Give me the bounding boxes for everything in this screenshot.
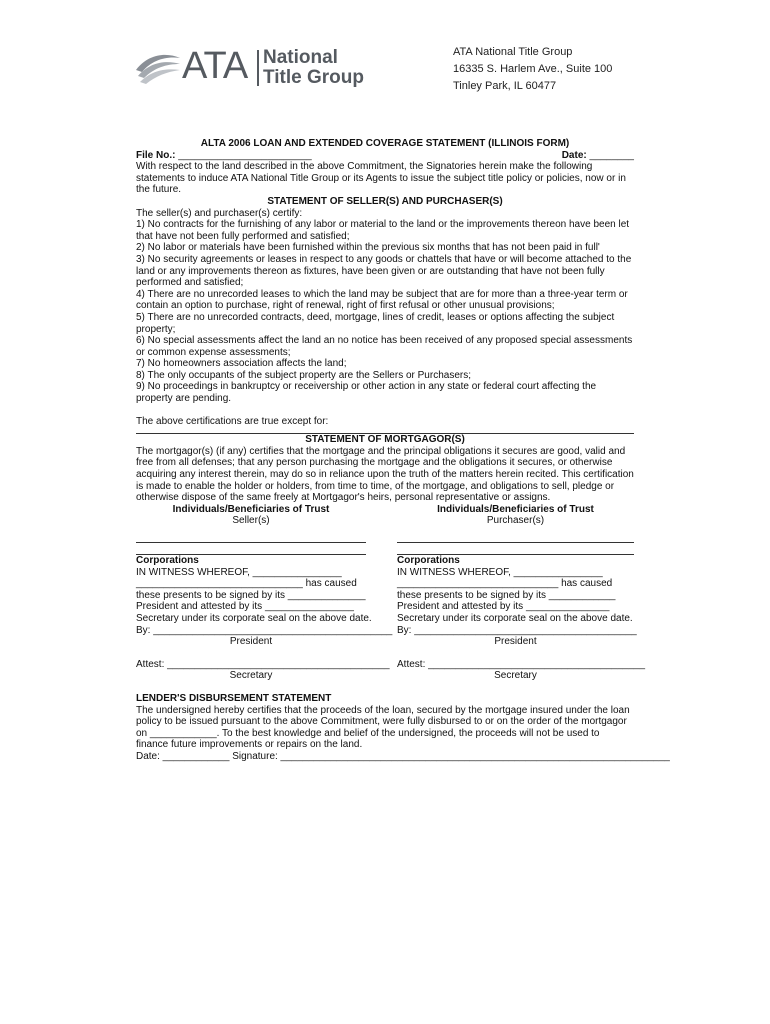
list-item: 8) The only occupants of the subject property are the Sellers or Purchasers; (136, 369, 471, 381)
seller-seal: Secretary under its corporate seal on the above date. (136, 612, 372, 624)
seller-corp-label: Corporations (136, 555, 199, 566)
seller-caused: ______________________________ has caused (136, 578, 357, 590)
swoosh-icon (134, 50, 182, 86)
purchaser-attest-field[interactable]: Attest: _______________________________________ (397, 658, 646, 670)
logo-word: ATA (182, 45, 248, 87)
purchaser-signature-line-2[interactable] (397, 543, 634, 555)
seller-label: Seller(s) (232, 515, 270, 527)
purchaser-corp-label: Corporations (397, 555, 460, 566)
logo-divider (257, 50, 259, 86)
lender-heading: LENDER'S DISBURSEMENT STATEMENT (136, 692, 332, 704)
ata-logo (134, 44, 374, 90)
list-item: 6) No special assessments affect the land an no notice has been received of any proposed special assessments or common expense assessments; (136, 335, 633, 358)
purchaser-witness: IN WITNESS WHEREOF, ________________ (397, 566, 603, 578)
date-signature-line[interactable]: Date: ____________ Signature: ______________________________________________________________________ (136, 750, 670, 762)
purchaser-signed-by: these presents to be signed by its ____________ (397, 589, 616, 601)
address-line-1: ATA National Title Group (453, 46, 573, 58)
company-address (453, 44, 612, 95)
purchaser-attested-by: President and attested by its _______________ (397, 601, 610, 613)
seller-by-field[interactable]: By: ___________________________________________ (136, 624, 393, 636)
purchaser-signature-line-1[interactable] (397, 531, 634, 543)
list-item: 7) No homeowners association affects the land; (136, 358, 347, 370)
seller-attested-by: President and attested by its ________________ (136, 601, 354, 613)
purchaser-label: Purchaser(s) (486, 515, 545, 527)
purchaser-secretary-label: Secretary (494, 670, 537, 682)
statement-form (136, 138, 670, 763)
purchaser-by-field[interactable]: By: ________________________________________ (397, 624, 637, 636)
logo-line1: National (263, 47, 338, 68)
seller-col-heading: Individuals/Beneficiaries of Trust (172, 503, 330, 515)
list-item: 3) No security agreements or leases in respect to any goods or chattels that have or will become attached to the land or any improvements thereon as fixtures, have been given or are outstanding that have not been fully performed and satisfied; (136, 253, 632, 289)
exceptions-label: The above certifications are true except for: (136, 415, 329, 427)
seller-signature-line-2[interactable] (136, 543, 366, 555)
seller-signed-by: these presents to be signed by its ______________ (136, 589, 366, 601)
date-field[interactable]: ________ (589, 149, 634, 161)
mortgagor-heading: STATEMENT OF MORTGAGOR(S) (305, 434, 465, 446)
certify-text: The seller(s) and purchaser(s) certify: (136, 207, 303, 219)
seller-attest-field[interactable]: Attest: ________________________________________ (136, 658, 390, 670)
date-label: Date: (561, 149, 587, 161)
purchaser-column (397, 503, 646, 682)
list-item: 1) No contracts for the furnishing of any labor or material to the land or the improvements thereon have been let that have not been fully performed and satisfied; (136, 219, 630, 242)
file-no-label: File No.: (136, 149, 176, 161)
purchaser-caused: _____________________________ has caused (397, 578, 613, 590)
list-item: 9) No proceedings in bankruptcy or receivership or other action in any state or federal court affecting the property are pending. (136, 381, 597, 405)
mortgagor-paragraph: The mortgagor(s) (if any) certifies that the mortgage and the principal obligations it secures are good, valid and free from all defenses; that any person purchasing the mortgage and the obligations it secures, or otherwise acquiring any interest therein, may do so in reliance upon the truth of the matters herein recited. This certification is made to enable the holder or holders, from time to time, of the mortgage, and obligations to sell, pledge or otherwise dispose of the same freely at Mortgagor's heirs, personal representative or assigns. (136, 445, 634, 504)
seller-signature-line-1[interactable] (136, 531, 366, 543)
address-line-2: 16335 S. Harlem Ave., Suite 100 (453, 63, 613, 75)
intro-paragraph: With respect to the land described in the above Commitment, the Signatories herein make the following statements to induce ATA National Title Group or its Agents to issue the subject title policy or policies, now or in the future. (136, 161, 626, 196)
list-item: 4) There are no unrecorded leases to which the land may be subject that are for more than a three-year term or contain an option to purchase, right of renewal, right of first refusal or other unusual provisions; (136, 288, 628, 312)
purchaser-president-label: President (494, 636, 537, 648)
seller-president-label: President (229, 636, 273, 648)
file-date-row (136, 150, 634, 162)
signature-columns (136, 503, 646, 682)
seller-heading: STATEMENT OF SELLER(S) AND PURCHASER(S) (267, 195, 503, 207)
list-item: 2) No labor or materials have been furnished within the previous six months that has not been paid in full' (136, 242, 600, 254)
seller-column (136, 503, 393, 682)
logo-line2: Title Group (263, 67, 364, 88)
purchaser-col-heading: Individuals/Beneficiaries of Trust (437, 503, 594, 515)
address-line-3: Tinley Park, IL 60477 (453, 80, 557, 92)
list-item: 5) There are no unrecorded contracts, deed, mortgage, lines of credit, leases or options affecting the subject property; (136, 311, 615, 335)
seller-witness: IN WITNESS WHEREOF, ________________ (136, 566, 342, 578)
lender-paragraph: The undersigned hereby certifies that the proceeds of the loan, secured by the mortgage insured under the loan policy to be issued pursuant to the above Commitment, were fully disbursed to or on the order of the mortgagor on ____________. To the best knowledge and belief of the undersigned, the proceeds will not be used to finance future improvements or repairs on the land. (136, 704, 630, 751)
purchaser-seal: Secretary under its corporate seal on the above date. (397, 612, 633, 624)
seller-secretary-label: Secretary (229, 670, 273, 682)
file-no-field[interactable]: ________________________ (178, 149, 312, 161)
form-title: ALTA 2006 LOAN AND EXTENDED COVERAGE STATEMENT (ILLINOIS FORM) (200, 138, 570, 149)
exceptions-line[interactable] (136, 427, 634, 434)
